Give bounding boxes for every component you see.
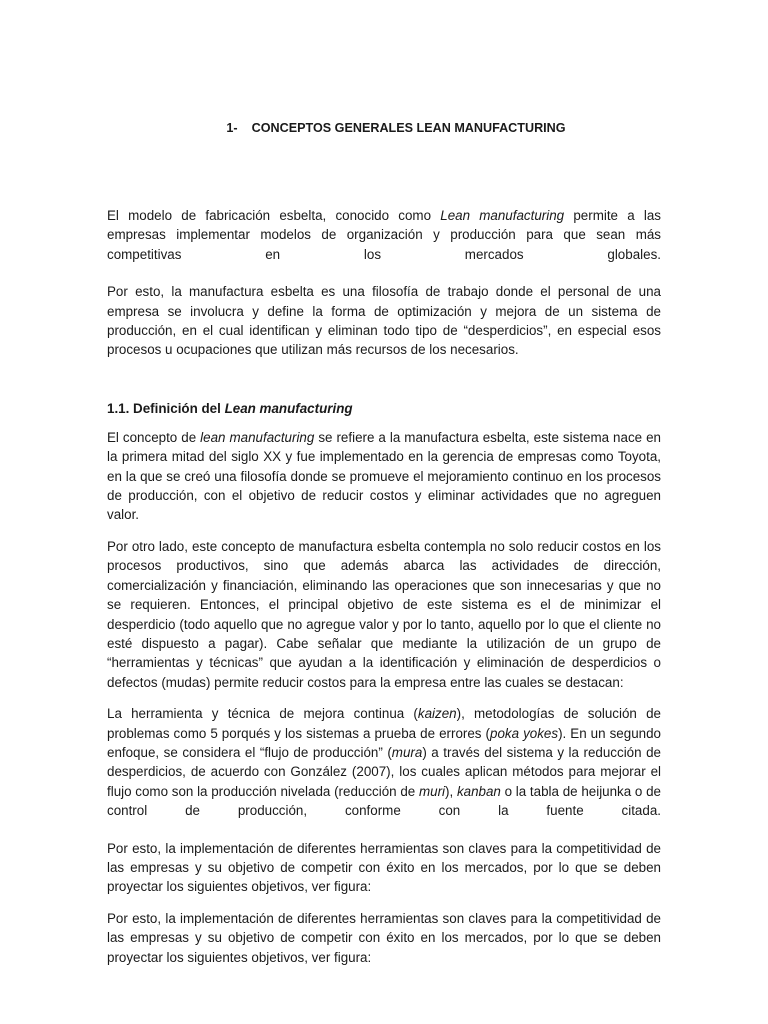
- section-paragraph-2: Por otro lado, este concepto de manufactura esbelta contempla no solo reducir costos en los procesos productivos, sino que además abarca las actividades de dirección, comercialización y financiación, eliminando las operaciones que son innecesarias y que no se requieren. Entonces, el principal objetivo de este sistema es el de minimizar el desperdicio (todo aquello que no agregue valor y por lo tanto, aquello por lo que el cliente no esté dispuesto a pagar). Cabe señalar que mediante la utilización de un grupo de “herramientas y técnicas” que ayudan a la identificación y eliminación de desperdicios o defectos (mudas) permite reducir costos para la empresa entre las cuales se destacan:: [107, 538, 661, 690]
- text-run: se refiere a la manufactura esbelta, este sistema nace en la primera mitad del siglo XX y fue implementado en la gerencia de empresas como Toyota, en la que se creó una filosofía donde se promueve el mejoramiento continuo en los procesos de producción, con el objetivo de reducir costos y eliminar actividades que no agreguen valor.: [107, 429, 661, 523]
- section-paragraph-3: [107, 704, 661, 820]
- italic-term: muri: [418, 783, 446, 799]
- italic-term: mura: [391, 744, 423, 760]
- section-paragraph-5: Por esto, la implementación de diferentes herramientas son claves para la competitividad de las empresas y su objetivo de competir con éxito en los mercados, por lo que se deben proyectar los siguientes objetivos, ver figura:: [107, 910, 661, 965]
- text-run: ),: [445, 783, 457, 799]
- italic-term: lean manufacturing: [200, 429, 315, 445]
- text-run: ). En un segundo enfoque, se considera el “flujo de producción” (: [107, 725, 661, 760]
- section-heading: [107, 399, 661, 418]
- text-run: El concepto de: [107, 429, 201, 445]
- italic-term: kanban: [456, 783, 501, 799]
- text-run: ) a través del sistema y la reducción de desperdicios, de acuerdo con González (2007), los cuales aplican métodos para mejorar el flujo como son la producción nivelada (reducción de: [107, 744, 661, 799]
- chapter-title-text: CONCEPTOS GENERALES LEAN MANUFACTURING: [251, 121, 566, 135]
- heading-text: 1.1. Definición del: [107, 400, 225, 416]
- intro-paragraph-1: [107, 206, 661, 264]
- document-body: [107, 206, 661, 967]
- chapter-number: 1-: [226, 121, 238, 135]
- text-run: El modelo de fabricación esbelta, conocido como: [107, 208, 441, 223]
- section-paragraph-4: Por esto, la implementación de diferentes herramientas son claves para la competitividad de las empresas y su objetivo de competir con éxito en los mercados, por lo que se deben proyectar los siguientes objetivos, ver figura:: [107, 840, 661, 895]
- text-run: o la tabla de heijunka o de control de producción, conforme con la fuente citada.: [107, 783, 662, 819]
- italic-term: poka yokes: [490, 725, 559, 741]
- text-run: La herramienta y técnica de mejora continua (: [107, 706, 418, 722]
- text-run: permite a las empresas implementar modelos de organización y producción para que sean más competitivas en los mercados globales.: [107, 208, 661, 262]
- italic-term: kaizen: [417, 706, 457, 722]
- intro-paragraph-2: Por esto, la manufactura esbelta es una filosofía de trabajo donde el personal de una empresa se involucra y define la forma de optimización y mejora de un sistema de producción, en el cual identifican y eliminan todo tipo de “desperdicios”, en especial esos procesos u ocupaciones que utilizan más recursos de los necesarios.: [107, 284, 661, 358]
- text-run: ), metodologías de solución de problemas como 5 porqués y los sistemas a prueba de errores (: [107, 706, 661, 741]
- heading-italic-term: Lean manufacturing: [224, 400, 353, 416]
- section-paragraph-1: [107, 428, 661, 525]
- italic-term: Lean manufacturing: [440, 208, 565, 223]
- chapter-title: [0, 121, 768, 135]
